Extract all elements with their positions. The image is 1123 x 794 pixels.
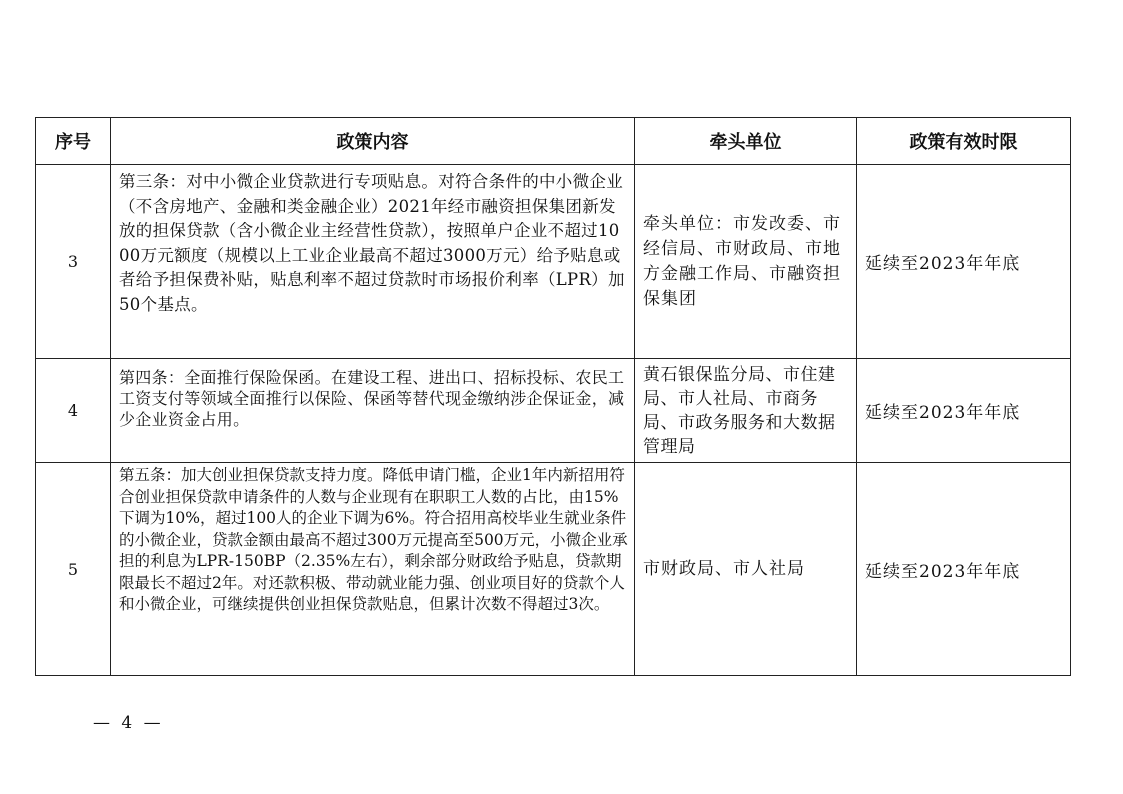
row-policy-content: 第五条：加大创业担保贷款支持力度。降低申请门槛，企业1年内新招用符合创业担保贷款申请条件的人数与企业现有在职职工人数的占比，由15%下调为10%，超过100人的企业下调为6%。符合招用高校毕业生就业条件的小微企业，贷款金额由最高不超过300万元提高至500万元，小微企业承担的利息为LPR-150BP（2.35%左右），剩余部分财政给予贴息，贷款期限最长不超过2年。对还款积极、带动就业能力强、创业项目好的贷款个人和小微企业，可继续提供创业担保贷款贴息，但累计次数不得超过3次。 (111, 463, 635, 676)
table-body (36, 165, 1071, 676)
row-policy-content: 第四条：全面推行保险保函。在建设工程、进出口、招标投标、农民工工资支付等领域全面推行以保险、保函等替代现金缴纳涉企保证金，减少企业资金占用。 (111, 359, 635, 463)
row-serial-number: 3 (36, 165, 111, 359)
header-validity-period: 政策有效时限 (857, 118, 1071, 165)
row-policy-content: 第三条：对中小微企业贷款进行专项贴息。对符合条件的中小微企业（不含房地产、金融和类金融企业）2021年经市融资担保集团新发放的担保贷款（含小微企业主经营性贷款），按照单户企业不超过1000万元额度（规模以上工业企业最高不超过3000万元）给予贴息或者给予担保费补贴，贴息利率不超过贷款时市场报价利率（LPR）加50个基点。 (111, 165, 635, 359)
header-serial-number: 序号 (36, 118, 111, 165)
row-validity-period: 延续至2023年年底 (857, 463, 1071, 676)
row-lead-unit: 市财政局、市人社局 (635, 463, 857, 676)
page-number: — 4 — (93, 713, 164, 733)
row-lead-unit: 牵头单位：市发改委、市经信局、市财政局、市地方金融工作局、市融资担保集团 (635, 165, 857, 359)
table-header (36, 118, 1071, 165)
row-validity-period: 延续至2023年年底 (857, 165, 1071, 359)
table-row (36, 359, 1071, 463)
row-serial-number: 5 (36, 463, 111, 676)
header-policy-content: 政策内容 (111, 118, 635, 165)
header-lead-unit: 牵头单位 (635, 118, 857, 165)
policy-table (35, 117, 1071, 676)
row-validity-period: 延续至2023年年底 (857, 359, 1071, 463)
header-row (36, 118, 1071, 165)
row-lead-unit: 黄石银保监分局、市住建局、市人社局、市商务局、市政务服务和大数据管理局 (635, 359, 857, 463)
row-serial-number: 4 (36, 359, 111, 463)
table-row (36, 463, 1071, 676)
table-row (36, 165, 1071, 359)
